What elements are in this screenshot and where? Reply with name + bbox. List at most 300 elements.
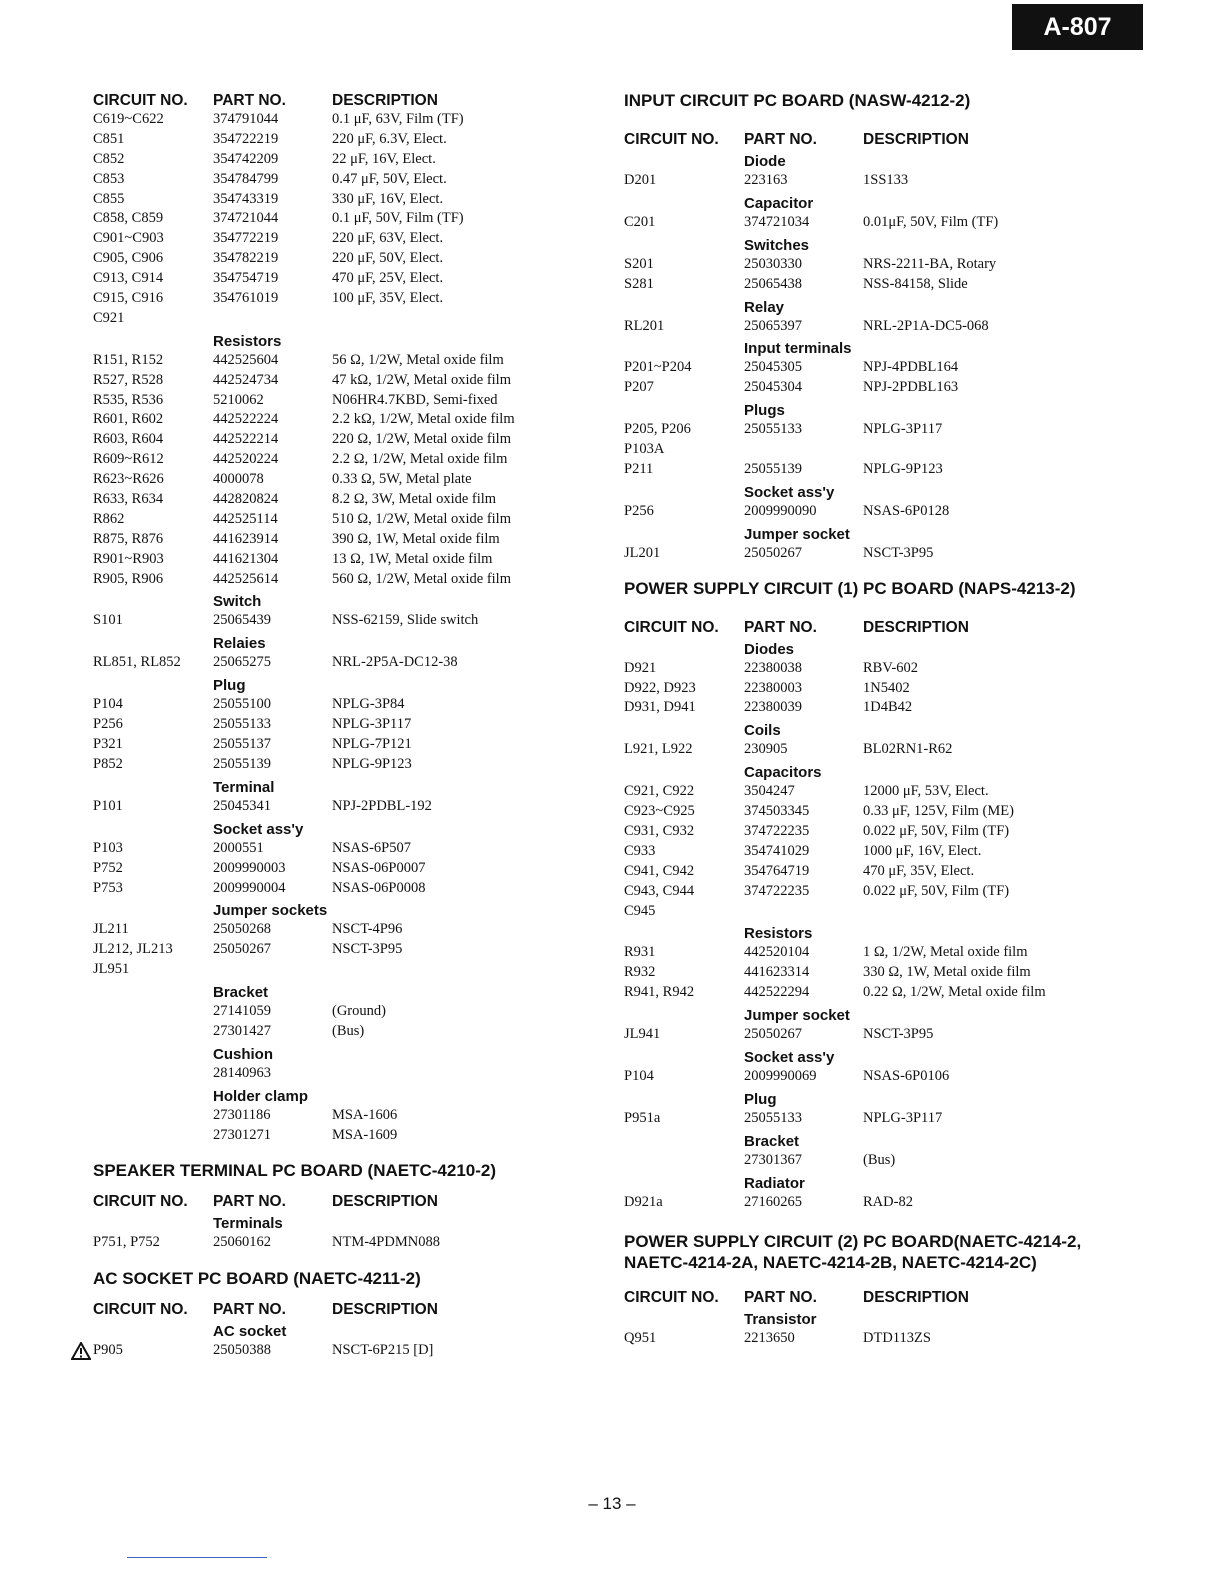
- part-no: 354761019: [213, 290, 279, 307]
- part-description: NPLG-3P117: [863, 421, 943, 438]
- circuit-no: C933: [624, 842, 656, 859]
- circuit-no: C921: [93, 309, 125, 326]
- circuit-no: D921: [624, 659, 657, 676]
- part-no: 27141059: [213, 1003, 271, 1020]
- circuit-no: R875, R876: [93, 530, 164, 547]
- part-row: [93, 1233, 593, 1253]
- part-no: 442525114: [213, 510, 278, 527]
- part-row: [93, 510, 593, 530]
- part-no: 354772219: [213, 230, 279, 247]
- part-description: [332, 960, 593, 980]
- category-heading: Socket ass'y: [213, 820, 304, 838]
- circuit-no: P104: [93, 696, 123, 713]
- part-description: NSAS-06P0008: [332, 879, 426, 896]
- category-heading: Socket ass'y: [744, 1049, 835, 1067]
- part-no: 442820824: [213, 491, 279, 508]
- category-heading: Bracket: [744, 1132, 800, 1150]
- part-description: NSCT-3P95: [332, 941, 403, 958]
- part-no: [213, 309, 332, 329]
- part-row: [93, 920, 593, 940]
- circuit-no: P201~P204: [624, 359, 692, 376]
- power1-parts-list: [624, 637, 1184, 1213]
- circuit-no: [93, 1002, 213, 1022]
- part-no: [744, 440, 863, 460]
- part-row: [624, 1025, 1184, 1045]
- circuit-no: [93, 1106, 213, 1126]
- circuit-no: R603, R604: [93, 431, 164, 448]
- part-description: RBV-602: [863, 659, 919, 676]
- part-row: [93, 190, 593, 210]
- part-row: [93, 229, 593, 249]
- power2-section: [624, 1231, 1184, 1349]
- circuit-no: P751, P752: [93, 1233, 160, 1250]
- part-no: 441623914: [213, 530, 279, 547]
- circuit-no: R931: [624, 944, 656, 961]
- part-no: 374721044: [213, 210, 279, 227]
- part-row: [624, 679, 1184, 699]
- part-description: NPJ-4PDBL164: [863, 359, 959, 376]
- part-no: 223163: [744, 172, 788, 188]
- part-row: [93, 450, 593, 470]
- circuit-no: C941, C942: [624, 862, 695, 879]
- part-row: [93, 150, 593, 170]
- part-description: (Ground): [332, 1003, 386, 1020]
- circuit-no: C921, C922: [624, 783, 695, 800]
- part-no: 25065438: [744, 275, 802, 292]
- part-row: [93, 490, 593, 510]
- part-description: 1SS133: [863, 172, 909, 188]
- part-no: 442522294: [744, 984, 810, 1001]
- circuit-no: R535, R536: [93, 391, 164, 408]
- part-row: [624, 255, 1184, 275]
- part-description: NRL-2P5A-DC12-38: [332, 654, 458, 671]
- part-no: 2009990003: [213, 859, 286, 876]
- part-description: MSA-1609: [332, 1126, 398, 1143]
- part-row: [624, 963, 1184, 983]
- part-row: [93, 695, 593, 715]
- header-part: PART NO.: [213, 1301, 286, 1319]
- footer-rule: [127, 1557, 267, 1558]
- circuit-no: P752: [93, 859, 123, 876]
- part-description: 1N5402: [863, 679, 910, 696]
- part-row: [624, 1329, 1184, 1349]
- part-no: 2009990004: [213, 879, 286, 896]
- part-row: [624, 862, 1184, 882]
- part-no: 354742209: [213, 150, 279, 167]
- category-heading: Diodes: [744, 640, 795, 658]
- part-row: [93, 1064, 593, 1084]
- circuit-no: C855: [93, 190, 125, 207]
- part-row: [624, 1109, 1184, 1129]
- part-no: 442520224: [213, 451, 279, 468]
- power1-section: [624, 578, 1184, 1213]
- part-row: [93, 839, 593, 859]
- part-description: 510 Ω, 1/2W, Metal oxide film: [332, 510, 511, 527]
- circuit-no: C913, C914: [93, 270, 164, 287]
- header-circuit: CIRCUIT NO.: [624, 618, 719, 636]
- part-row: [624, 1193, 1184, 1213]
- circuit-no: S201: [624, 255, 654, 272]
- circuit-no: R609~R612: [93, 451, 164, 468]
- part-row: [624, 983, 1184, 1003]
- part-row: [93, 269, 593, 289]
- part-description: 100 μF, 35V, Elect.: [332, 290, 444, 307]
- part-description: NPJ-2PDBL163: [863, 379, 959, 396]
- part-no: 27301186: [213, 1106, 271, 1123]
- part-no: 25045304: [744, 379, 802, 396]
- part-description: NRL-2P1A-DC5-068: [863, 317, 989, 334]
- circuit-no: C915, C916: [93, 290, 164, 307]
- part-no: 27160265: [744, 1193, 802, 1210]
- part-description: BL02RN1-R62: [863, 741, 953, 758]
- speaker-title: SPEAKER TERMINAL PC BOARD (NAETC-4210-2): [93, 1160, 497, 1180]
- circuit-no: C858, C859: [93, 210, 164, 227]
- part-no: 25065439: [213, 612, 271, 629]
- circuit-no: P256: [93, 716, 123, 733]
- part-row: [93, 960, 593, 980]
- part-row: [93, 1341, 593, 1361]
- header-part: PART NO.: [744, 131, 817, 148]
- part-no: [213, 960, 332, 980]
- part-no: 25055133: [744, 1109, 802, 1126]
- part-description: MSA-1606: [332, 1106, 398, 1123]
- circuit-no: R901~R903: [93, 550, 164, 567]
- part-row: [93, 170, 593, 190]
- header-desc: DESCRIPTION: [863, 131, 969, 148]
- power1-title: POWER SUPPLY CIRCUIT (1) PC BOARD (NAPS-4213-2): [624, 578, 1076, 598]
- circuit-no: P104: [624, 1068, 654, 1085]
- circuit-no: S101: [93, 612, 123, 629]
- circuit-no: RL851, RL852: [93, 654, 181, 671]
- circuit-no: R932: [624, 964, 656, 981]
- circuit-no: P753: [93, 879, 123, 896]
- part-row: [624, 378, 1184, 398]
- part-description: NPLG-9P123: [332, 755, 412, 772]
- part-description: 560 Ω, 1/2W, Metal oxide film: [332, 570, 511, 587]
- circuit-no: C945: [624, 902, 656, 919]
- category-heading: Capacitor: [744, 194, 814, 212]
- category-heading: Capacitors: [744, 764, 822, 782]
- category-heading: Holder clamp: [213, 1087, 309, 1105]
- part-row: [624, 544, 1184, 564]
- part-row: [93, 1126, 593, 1146]
- part-description: NPLG-9P123: [863, 461, 943, 478]
- part-no: 28140963: [213, 1064, 271, 1081]
- circuit-no: R633, R634: [93, 491, 164, 508]
- header-part: PART NO.: [744, 1288, 817, 1306]
- part-no: 25050267: [744, 1026, 802, 1043]
- part-no: 441621304: [213, 550, 279, 567]
- part-description: [863, 902, 1184, 922]
- circuit-no: P207: [624, 379, 654, 396]
- category-heading: Relay: [744, 298, 785, 316]
- part-description: 220 μF, 50V, Elect.: [332, 250, 444, 267]
- part-no: 441623314: [744, 964, 810, 981]
- circuit-no: D201: [624, 172, 657, 188]
- part-row: [93, 351, 593, 371]
- category-heading: Resistors: [213, 332, 282, 350]
- part-row: [624, 943, 1184, 963]
- part-description: DTD113ZS: [863, 1329, 931, 1346]
- part-description: NPLG-3P117: [863, 1109, 943, 1126]
- part-no: 25030330: [744, 255, 802, 272]
- circuit-no: RL201: [624, 317, 665, 334]
- part-description: 220 μF, 6.3V, Elect.: [332, 130, 447, 147]
- part-no: 25055139: [744, 461, 802, 478]
- main-parts-section: [93, 90, 593, 1146]
- part-no: 27301367: [744, 1151, 802, 1168]
- part-row: [93, 859, 593, 879]
- part-row: [93, 130, 593, 150]
- power2-title-line2: NAETC-4214-2A, NAETC-4214-2B, NAETC-4214-2C): [624, 1252, 1037, 1272]
- circuit-no: D921a: [624, 1193, 663, 1210]
- part-no: 25065397: [744, 317, 802, 334]
- part-no: 27301427: [213, 1022, 271, 1039]
- part-description: NSS-62159, Slide switch: [332, 612, 479, 629]
- part-description: 330 Ω, 1W, Metal oxide film: [863, 964, 1031, 981]
- part-row: [93, 570, 593, 590]
- part-row: [93, 371, 593, 391]
- speaker-table-header: [93, 1185, 593, 1211]
- part-row: [624, 1067, 1184, 1087]
- part-no: 442520104: [744, 944, 810, 961]
- header-desc: DESCRIPTION: [332, 92, 438, 109]
- category-heading: Jumper socket: [744, 525, 850, 543]
- part-no: 2000551: [213, 839, 264, 856]
- part-no: 25045341: [213, 797, 271, 814]
- part-no: 25050268: [213, 921, 271, 938]
- left-column: [93, 90, 593, 1373]
- part-row: [624, 420, 1184, 440]
- part-row: [624, 802, 1184, 822]
- page-number: – 13 –: [588, 1494, 636, 1513]
- warning-triangle-icon: [71, 1342, 91, 1360]
- part-description: 2.2 Ω, 1/2W, Metal oxide film: [332, 451, 508, 468]
- main-parts-list: [93, 110, 593, 1146]
- part-no: [744, 902, 863, 922]
- header-desc: DESCRIPTION: [332, 1301, 438, 1319]
- part-description: 1D4B42: [863, 699, 913, 716]
- part-row: [93, 755, 593, 775]
- input-title: INPUT CIRCUIT PC BOARD (NASW-4212-2): [624, 91, 971, 110]
- part-description: NSAS-6P0128: [863, 502, 950, 519]
- part-description: 470 μF, 35V, Elect.: [863, 862, 975, 879]
- category-heading: AC socket: [213, 1323, 287, 1341]
- part-description: 0.1 μF, 50V, Film (TF): [332, 210, 464, 227]
- main-table-header: [93, 90, 593, 110]
- part-row: [624, 171, 1184, 191]
- part-description: NSCT-3P95: [863, 1026, 934, 1043]
- circuit-no: R905, R906: [93, 570, 164, 587]
- part-no: 354741029: [744, 842, 810, 859]
- part-description: 0.022 μF, 50V, Film (TF): [863, 882, 1010, 899]
- circuit-no: C923~C925: [624, 803, 695, 820]
- part-no: 25065275: [213, 654, 271, 671]
- part-no: 442525614: [213, 570, 279, 587]
- part-description: N06HR4.7KBD, Semi-fixed: [332, 391, 498, 408]
- input-parts-list: [624, 149, 1184, 564]
- part-row: [624, 882, 1184, 902]
- part-no: 2009990069: [744, 1068, 817, 1085]
- part-row: [624, 740, 1184, 760]
- part-no: 374722235: [744, 823, 810, 840]
- part-description: NPJ-2PDBL-192: [332, 797, 432, 814]
- part-description: NSAS-06P0007: [332, 859, 426, 876]
- circuit-no: P103A: [624, 441, 665, 458]
- part-row: [93, 289, 593, 309]
- circuit-no: R527, R528: [93, 371, 164, 388]
- part-row: [624, 502, 1184, 522]
- part-no: 22380038: [744, 659, 802, 676]
- part-no: 25055137: [213, 736, 271, 753]
- power2-title-line1: POWER SUPPLY CIRCUIT (2) PC BOARD(NAETC-4214-2,: [624, 1231, 1082, 1251]
- part-description: 2.2 kΩ, 1/2W, Metal oxide film: [332, 411, 515, 428]
- circuit-no: P951a: [624, 1109, 661, 1126]
- part-description: 0.33 μF, 125V, Film (ME): [863, 803, 1014, 820]
- speaker-parts-list: [93, 1211, 593, 1253]
- part-description: [863, 440, 1184, 460]
- circuit-no: R601, R602: [93, 411, 164, 428]
- header-circuit: CIRCUIT NO.: [93, 1301, 188, 1319]
- part-description: 390 Ω, 1W, Metal oxide film: [332, 530, 500, 547]
- part-description: NTM-4PDMN088: [332, 1233, 440, 1250]
- part-row: [624, 275, 1184, 295]
- power2-parts-list: [624, 1307, 1184, 1349]
- part-description: 13 Ω, 1W, Metal oxide film: [332, 550, 493, 567]
- part-no: 374721034: [744, 213, 810, 230]
- part-row: [93, 879, 593, 899]
- circuit-no: Q951: [624, 1329, 657, 1346]
- category-heading: Input terminals: [744, 340, 852, 358]
- part-description: 1000 μF, 16V, Elect.: [863, 842, 982, 859]
- circuit-no: [93, 1126, 213, 1146]
- circuit-no: C619~C622: [93, 111, 164, 127]
- part-row: [93, 249, 593, 269]
- circuit-no: C931, C932: [624, 823, 695, 840]
- circuit-no: R941, R942: [624, 984, 695, 1001]
- part-row: [624, 659, 1184, 679]
- part-description: 220 Ω, 1/2W, Metal oxide film: [332, 431, 511, 448]
- part-description: [332, 309, 593, 329]
- circuit-no: C943, C944: [624, 882, 695, 899]
- part-row: [624, 902, 1184, 922]
- part-no: 354743319: [213, 190, 279, 207]
- part-description: 0.01μF, 50V, Film (TF): [863, 213, 999, 230]
- part-row: [624, 358, 1184, 378]
- circuit-no: P852: [93, 755, 123, 772]
- circuit-no: P101: [93, 797, 123, 814]
- part-description: 470 μF, 25V, Elect.: [332, 270, 444, 287]
- part-no: 2213650: [744, 1329, 795, 1346]
- part-no: 442522214: [213, 431, 279, 448]
- part-no: 3504247: [744, 783, 795, 800]
- part-row: [93, 470, 593, 490]
- part-description: NSCT-6P215 [D]: [332, 1342, 434, 1359]
- ac-socket-title: AC SOCKET PC BOARD (NAETC-4211-2): [93, 1269, 421, 1289]
- circuit-no: C853: [93, 170, 125, 187]
- part-row: [93, 550, 593, 570]
- header-desc: DESCRIPTION: [863, 1288, 969, 1306]
- ac-socket-table-header: [93, 1293, 593, 1319]
- part-row: [93, 1106, 593, 1126]
- header-circuit: CIRCUIT NO.: [93, 1192, 188, 1210]
- part-no: 22380039: [744, 699, 802, 716]
- category-heading: Terminal: [213, 778, 275, 796]
- part-no: 354722219: [213, 130, 279, 147]
- category-heading: Jumper sockets: [213, 902, 328, 920]
- part-description: 22 μF, 16V, Elect.: [332, 150, 436, 167]
- part-row: [624, 698, 1184, 718]
- part-no: 25050267: [213, 941, 271, 958]
- category-heading: Plug: [744, 1090, 777, 1108]
- part-row: [93, 410, 593, 430]
- part-row: [93, 735, 593, 755]
- speaker-section: [93, 1160, 593, 1253]
- circuit-no: JL201: [624, 544, 661, 561]
- circuit-no: S281: [624, 275, 654, 292]
- part-row: [93, 715, 593, 735]
- circuit-no: P905: [93, 1342, 123, 1359]
- part-no: 25050388: [213, 1342, 271, 1359]
- circuit-no: JL941: [624, 1026, 661, 1043]
- part-description: 220 μF, 63V, Elect.: [332, 230, 444, 247]
- part-row: [93, 1002, 593, 1022]
- part-no: 354764719: [744, 862, 810, 879]
- category-heading: Diode: [744, 153, 786, 170]
- part-row: [93, 209, 593, 229]
- part-row: [624, 782, 1184, 802]
- power1-table-header: [624, 611, 1184, 637]
- part-no: 25055139: [213, 755, 271, 772]
- part-description: 56 Ω, 1/2W, Metal oxide film: [332, 351, 504, 368]
- category-heading: Plug: [213, 677, 246, 695]
- part-no: 4000078: [213, 471, 264, 488]
- part-description: 0.33 Ω, 5W, Metal plate: [332, 471, 472, 488]
- part-no: 354754719: [213, 270, 279, 287]
- part-no: 27301271: [213, 1126, 271, 1143]
- part-no: 25050267: [744, 544, 802, 561]
- part-no: 5210062: [213, 391, 264, 408]
- circuit-no: R623~R626: [93, 471, 164, 488]
- category-heading: Transistor: [744, 1310, 817, 1328]
- category-heading: Relaies: [213, 635, 266, 653]
- part-description: NSCT-4P96: [332, 921, 403, 938]
- part-row: [93, 530, 593, 550]
- part-description: NSS-84158, Slide: [863, 275, 968, 292]
- category-heading: Switches: [744, 236, 810, 254]
- circuit-no: C201: [624, 213, 656, 230]
- category-heading: Bracket: [213, 984, 269, 1002]
- ac-socket-section: [93, 1268, 593, 1361]
- part-row: [93, 430, 593, 450]
- part-description: [332, 1064, 593, 1084]
- header-part: PART NO.: [213, 1192, 286, 1210]
- part-no: 442524734: [213, 371, 279, 388]
- part-row: [93, 940, 593, 960]
- part-no: 354784799: [213, 170, 279, 187]
- part-no: 442522224: [213, 411, 279, 428]
- part-description: NPLG-3P84: [332, 696, 405, 713]
- circuit-no: C851: [93, 130, 125, 147]
- part-description: 0.47 μF, 50V, Elect.: [332, 170, 447, 187]
- part-row: [93, 309, 593, 329]
- category-heading: Cushion: [213, 1045, 273, 1063]
- part-description: 0.1 μF, 63V, Film (TF): [332, 111, 464, 127]
- header-desc: DESCRIPTION: [332, 1192, 438, 1210]
- category-heading: Radiator: [744, 1174, 805, 1192]
- part-no: 354782219: [213, 250, 279, 267]
- part-row: [624, 842, 1184, 862]
